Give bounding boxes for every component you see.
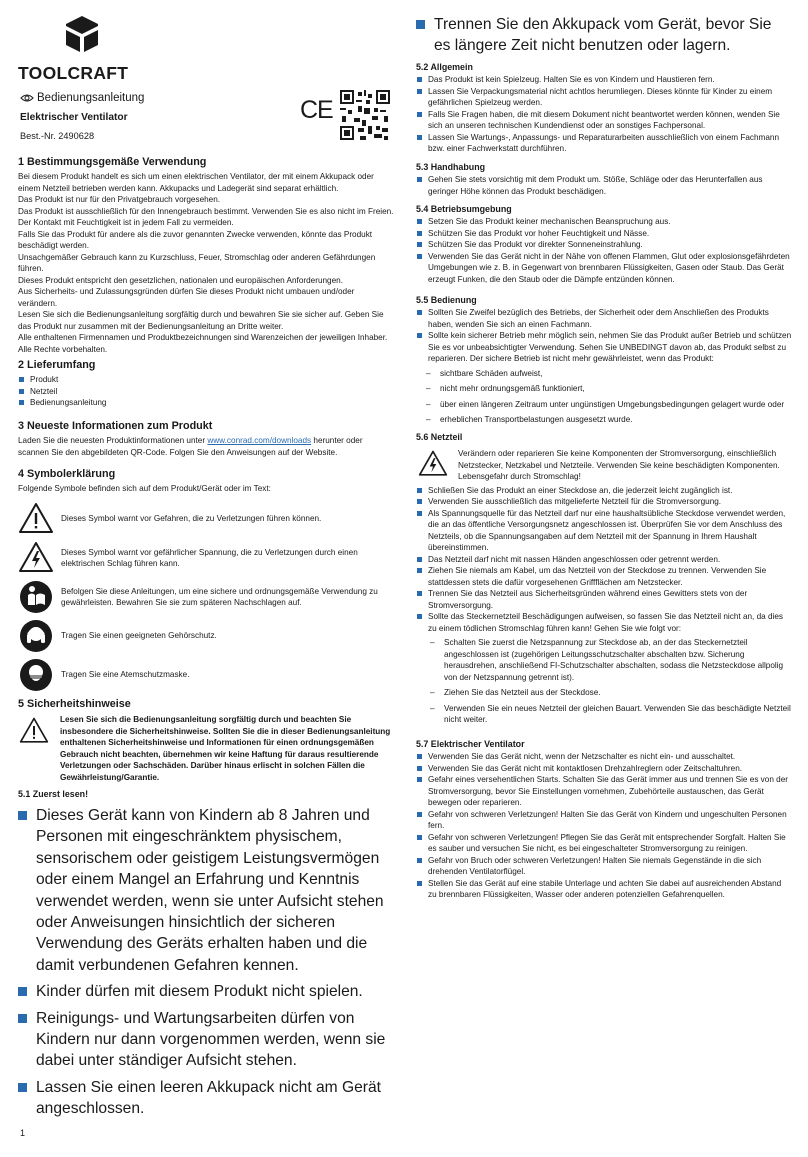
section-title: 1 Bestimmungsgemäße Verwendung bbox=[18, 156, 207, 168]
paragraph: Lesen Sie sich die Bedienungsanleitung sorgfältig durch und bewahren Sie sie sicher auf. Geben Sie das Produkt nur zusammen mit der Bedienungsanleitung an Dritte weiter. bbox=[18, 310, 384, 331]
subsection-title: 5.6 Netzteil bbox=[416, 432, 463, 442]
list-item: Falls Sie Fragen haben, die mit diesem Dokument nicht beantwortet werden können, wenden Sie sich an unseren technischen Kundendienst oder an sonstiges Fachpersonal. bbox=[416, 109, 792, 132]
high-voltage-icon bbox=[18, 540, 54, 576]
section-power-supply bbox=[416, 432, 792, 726]
warning-triangle-icon bbox=[18, 501, 54, 537]
section-fan bbox=[416, 739, 792, 901]
list-item: Verwenden Sie das Gerät nicht in der Nähe von offenen Flammen, Glut oder explosionsgefährdeten Umgebungen wie z. B. in Gegenwart von brennbaren Flüssigkeiten, Gasen oder Staub. Das Gerät erzeugt Funken, die den Staub oder die Dämpfe entzünden können. bbox=[416, 251, 792, 286]
power-warning bbox=[416, 448, 792, 483]
symbol-description: Dieses Symbol warnt vor gefährlicher Spannung, die zu Verletzungen durch einen elektrischen Schlag führen kann. bbox=[61, 547, 358, 568]
section-scope-of-delivery bbox=[18, 359, 394, 409]
list-item: Schließen Sie das Produkt an einer Steckdose an, die jederzeit leicht zugänglich ist. bbox=[416, 485, 792, 497]
section-latest-info bbox=[18, 420, 394, 458]
section-intended-use bbox=[18, 156, 394, 355]
list-item: Sollte das Steckernetzteil Beschädigungen aufweisen, so fassen Sie das Netzteil nicht an, da dies zu einem tödlichen Stromschlag führen kann! Gehen Sie wie folgt vor: bbox=[416, 611, 792, 634]
order-number: Best.-Nr. 2490628 bbox=[20, 131, 95, 141]
paragraph: Dieses Produkt entspricht den gesetzlichen, nationalen und europäischen Anforderungen. bbox=[18, 275, 343, 285]
warning-text: Lesen Sie sich die Bedienungsanleitung sorgfältig durch und beachten Sie insbesondere die Sicherheitshinweise. Sollten Sie die in dieser Bedienungsanleitung enthaltenen Sicherheitshinweise und Informationen für einen ordnungsgemäßen Gebrauch nicht beachten, übernehmen wir keine Haftung für daraus resultierende Verletzungen oder Sachschäden. Darüber hinaus erlischt in solchen Fällen die Gewährleistung/Garantie. bbox=[60, 715, 391, 782]
list-item: Gehen Sie stets vorsichtig mit dem Produkt um. Stöße, Schläge oder das Herunterfallen aus geringer Höhe können das Produkt beschädigen. bbox=[416, 174, 792, 197]
list-item: Gefahr von schweren Verletzungen! Pflegen Sie das Gerät mit entsprechender Sorgfalt. Halten Sie es sauber und versuchen Sie nicht, es bei eingeschalteter Stromversorgung zu reinigen. bbox=[416, 832, 792, 855]
dash-item: – erheblichen Transportbelastungen ausgesetzt wurde. bbox=[424, 414, 792, 426]
warning-text: Verändern oder reparieren Sie keine Komponenten der Stromversorgung, einschließlich Netzstecker, Netzkabel und Netzteile. Verwenden Sie keine beschädigten Komponenten. Lebensgefahr durch Stromschlag! bbox=[458, 449, 780, 481]
paragraph: Das Produkt ist ausschließlich für den Innengebrauch bestimmt. Verwenden Sie es also nicht im Freien. Der Kontakt mit Feuchtigkeit ist in jedem Fall zu vermeiden. bbox=[18, 206, 394, 227]
subsection-title: 5.1 Zuerst lesen! bbox=[18, 789, 89, 799]
text-before-link: Laden Sie die neuesten Produktinformationen unter bbox=[18, 436, 208, 445]
paragraph: Das Produkt ist nur für den Privatgebrauch vorgesehen. bbox=[18, 195, 221, 204]
list-item: Gefahr von schweren Verletzungen! Halten Sie das Gerät von Kindern und ungeschulten Personen fern. bbox=[416, 809, 792, 832]
eye-icon bbox=[20, 93, 34, 103]
list-item: Dieses Gerät kann von Kindern ab 8 Jahren und Personen mit eingeschränktem physischem, sensorischem oder geistigem Leistungsvermögen oder einem Mangel an Erfahrung und Kenntnis verwendet werden, wenn sie unter Aufsicht stehen oder Anweisungen hinsichtlich der sicheren Verwendung des Geräts erhalten haben und die damit verbundenen Gefahren kennen. bbox=[18, 805, 394, 976]
list-item: Netzteil bbox=[18, 386, 394, 398]
section-symbols bbox=[18, 468, 394, 696]
list-item: Trennen Sie das Netzteil aus Sicherheitsgründen während eines Gewitters stets von der Stromversorgung. bbox=[416, 588, 792, 611]
list-item: Bedienungsanleitung bbox=[18, 397, 394, 409]
list-item: Setzen Sie das Produkt keiner mechanischen Beanspruchung aus. bbox=[416, 216, 792, 228]
page-number: 1 bbox=[20, 1128, 26, 1138]
safety-warning bbox=[18, 714, 394, 783]
dash-item: – sichtbare Schäden aufweist, bbox=[424, 368, 792, 380]
section-general bbox=[416, 62, 792, 155]
section-handling bbox=[416, 162, 792, 197]
qr-code[interactable] bbox=[340, 90, 390, 140]
dash-item: – Verwenden Sie ein neues Netzteil der gleichen Bauart. Verwenden Sie das beschädigte Netzteil nicht weiter. bbox=[428, 703, 792, 726]
product-name: Elektrischer Ventilator bbox=[20, 112, 128, 123]
list-item: Verwenden Sie ausschließlich das mitgelieferte Netzteil für die Stromversorgung. bbox=[416, 496, 792, 508]
warning-triangle-icon bbox=[18, 716, 50, 746]
doc-type: Bedienungsanleitung bbox=[37, 92, 145, 104]
section-title: 5 Sicherheitshinweise bbox=[18, 698, 131, 710]
dash-item: – Schalten Sie zuerst die Netzspannung zur Steckdose ab, an der das Steckernetzteil angeschlossen ist (zugehörigen Leitungsschutzschalter abschalten bzw. Sicherung herausdrehen, anschließend FI-Schutzschalter abschalten, sodass die Netzsteckdose allpolig von der Netzspannung getrennt ist). bbox=[428, 637, 792, 683]
downloads-link[interactable]: www.conrad.com/downloads bbox=[207, 436, 312, 445]
list-item: Das Netzteil darf nicht mit nassen Händen angeschlossen oder getrennt werden. bbox=[416, 554, 792, 566]
subsection-title: 5.3 Handhabung bbox=[416, 162, 486, 172]
list-item: Produkt bbox=[18, 374, 394, 386]
doc-type-row bbox=[20, 92, 144, 104]
paragraph bbox=[18, 435, 394, 458]
list-item: Stellen Sie das Gerät auf eine stabile Unterlage und achten Sie dabei auf ausreichenden Abstand zu brennbaren Flüssigkeiten, Wasser oder anderen potenziellen Gefahrenquellen. bbox=[416, 878, 792, 901]
list-item: Trennen Sie den Akkupack vom Gerät, bevor Sie es längere Zeit nicht benutzen oder lagern. bbox=[416, 14, 792, 57]
list-item: Reinigungs- und Wartungsarbeiten dürfen von Kindern nur dann vorgenommen werden, wenn sie dabei unter ständiger Aufsicht stehen. bbox=[18, 1008, 394, 1072]
list-item: Als Spannungsquelle für das Netzteil darf nur eine haushaltsübliche Steckdose verwendet werden, die an das öffentliche Versorgungsnetz angeschlossen ist. Überprüfen Sie vor dem Anschluss des Netzteils, ob die Spannungsangaben auf dem Netzteil mit der Spannung in Ihrem Haushalt übereinstimmen. bbox=[416, 508, 792, 554]
section-title: 2 Lieferumfang bbox=[18, 359, 96, 371]
list-item: Das Produkt ist kein Spielzeug. Halten Sie es von Kindern und Haustieren fern. bbox=[416, 74, 792, 86]
section-safety bbox=[18, 698, 394, 1125]
paragraph: Unsachgemäßer Gebrauch kann zu Kurzschluss, Feuer, Stromschlag oder anderen Gefährdungen führen. bbox=[18, 252, 376, 273]
subsection-title: 5.7 Elektrischer Ventilator bbox=[416, 739, 525, 749]
paragraph: Alle enthaltenen Firmennamen und Produktbezeichnungen sind Warenzeichen der jeweiligen Inhaber. Alle Rechte vorbehalten. bbox=[18, 333, 388, 354]
high-voltage-icon bbox=[418, 449, 448, 479]
dash-item: – nicht mehr ordnungsgemäß funktioniert, bbox=[424, 383, 792, 395]
list-item: Kinder dürfen mit diesem Produkt nicht spielen. bbox=[18, 981, 394, 1002]
list-item: Gefahr von Bruch oder schweren Verletzungen! Halten Sie niemals Gegenstände in die sich drehenden Ventilatorflügel. bbox=[416, 855, 792, 878]
text-after-link: herunter oder scannen Sie den abgebildeten QR-Code. Folgen Sie den Anweisungen auf der Website. bbox=[18, 436, 363, 457]
symbol-row bbox=[18, 657, 394, 694]
list-item: Sollten Sie Zweifel bezüglich des Betriebs, der Sicherheit oder dem Anschließen des Produkts haben, wenden Sie sich an einen Fachmann. bbox=[416, 307, 792, 330]
section-environment bbox=[416, 204, 792, 285]
symbol-description: Befolgen Sie diese Anleitungen, um eine sichere und ordnungsgemäße Verwendung zu gewährleisten. Bewahren Sie sie zum späteren Nachschlagen auf. bbox=[61, 586, 378, 607]
toolcraft-logo-icon bbox=[62, 14, 102, 56]
list-item: Schützen Sie das Produkt vor hoher Feuchtigkeit und Nässe. bbox=[416, 228, 792, 240]
ce-mark: CE bbox=[300, 96, 333, 124]
symbol-description: Tragen Sie einen geeigneten Gehörschutz. bbox=[61, 631, 217, 641]
symbol-description: Dieses Symbol warnt vor Gefahren, die zu Verletzungen führen können. bbox=[61, 514, 322, 524]
list-item: Sollte kein sicherer Betrieb mehr möglich sein, nehmen Sie das Produkt außer Betrieb und schützen Sie es vor unbeabsichtigter Verwendung. Sehen Sie UNBEDINGT davon ab, das Produkt selbst zu reparieren. Der sichere Betrieb ist nicht mehr gewährleistet, wenn das Produkt: bbox=[416, 330, 792, 365]
section-title: 3 Neueste Informationen zum Produkt bbox=[18, 420, 213, 432]
list-item: Ziehen Sie niemals am Kabel, um das Netzteil von der Steckdose zu trennen. Verwenden Sie stattdessen stets die dafür vorgesehenen Griffflächen am Netzstecker. bbox=[416, 565, 792, 588]
ear-protection-icon bbox=[18, 618, 54, 654]
list-item: Lassen Sie Verpackungsmaterial nicht achtlos herumliegen. Dieses könnte für Kinder zu einem gefährlichen Spielzeug werden. bbox=[416, 86, 792, 109]
list-item: Gefahr eines versehentlichen Starts. Schalten Sie das Gerät immer aus und trennen Sie es von der Stromversorgung, bevor Sie Einstellungen vornehmen, Zubehörteile austauschen, das Gerät bewegen oder reparieren. bbox=[416, 774, 792, 809]
list-item: Lassen Sie Wartungs-, Anpassungs- und Reparaturarbeiten ausschließlich von einem Fachmann bzw. einer Fachwerkstatt durchführen. bbox=[416, 132, 792, 155]
subsection-title: 5.4 Betriebsumgebung bbox=[416, 204, 512, 214]
subsection-title: 5.5 Bedienung bbox=[416, 295, 477, 305]
respirator-mask-icon bbox=[18, 657, 54, 693]
dash-item: – über einen längeren Zeitraum unter ungünstigen Umgebungsbedingungen gelagert wurde oder bbox=[424, 399, 792, 411]
brand-logo bbox=[18, 14, 146, 82]
symbol-row bbox=[18, 540, 394, 577]
symbol-row bbox=[18, 618, 394, 655]
list-item: Verwenden Sie das Gerät nicht mit kontaktlosen Drehzahlreglern oder Zeitschaltuhren. bbox=[416, 763, 792, 775]
read-manual-icon bbox=[18, 579, 54, 615]
dash-item: – Ziehen Sie das Netzteil aus der Steckdose. bbox=[428, 687, 792, 699]
paragraph: Falls Sie das Produkt für andere als die zuvor genannten Zwecke verwenden, könnte das Produkt beschädigt werden. bbox=[18, 229, 373, 250]
list-item: Schützen Sie das Produkt vor direkter Sonneneinstrahlung. bbox=[416, 239, 792, 251]
paragraph: Aus Sicherheits- und Zulassungsgründen dürfen Sie dieses Produkt nicht umbauen und/oder verändern. bbox=[18, 287, 355, 308]
symbol-row bbox=[18, 501, 394, 538]
brand-name: TOOLCRAFT bbox=[18, 63, 129, 83]
paragraph: Bei diesem Produkt handelt es sich um einen elektrischen Ventilator, der mit einem Akkupack oder einem Netzteil betrieben werden kann. Akkupacks und Ladegerät sind separat erhältlich. bbox=[18, 172, 374, 193]
list-item: Lassen Sie einen leeren Akkupack nicht am Gerät angeschlossen. bbox=[18, 1077, 394, 1120]
subsection-title: 5.2 Allgemein bbox=[416, 62, 473, 72]
section-title: 4 Symbolerklärung bbox=[18, 468, 116, 480]
paragraph: Folgende Symbole befinden sich auf dem Produkt/Gerät oder im Text: bbox=[18, 484, 271, 493]
list-item: Verwenden Sie das Gerät nicht, wenn der Netzschalter es nicht ein- und ausschaltet. bbox=[416, 751, 792, 763]
symbol-row bbox=[18, 579, 394, 616]
symbol-description: Tragen Sie eine Atemschutzmaske. bbox=[61, 670, 190, 680]
section-operation bbox=[416, 295, 792, 426]
